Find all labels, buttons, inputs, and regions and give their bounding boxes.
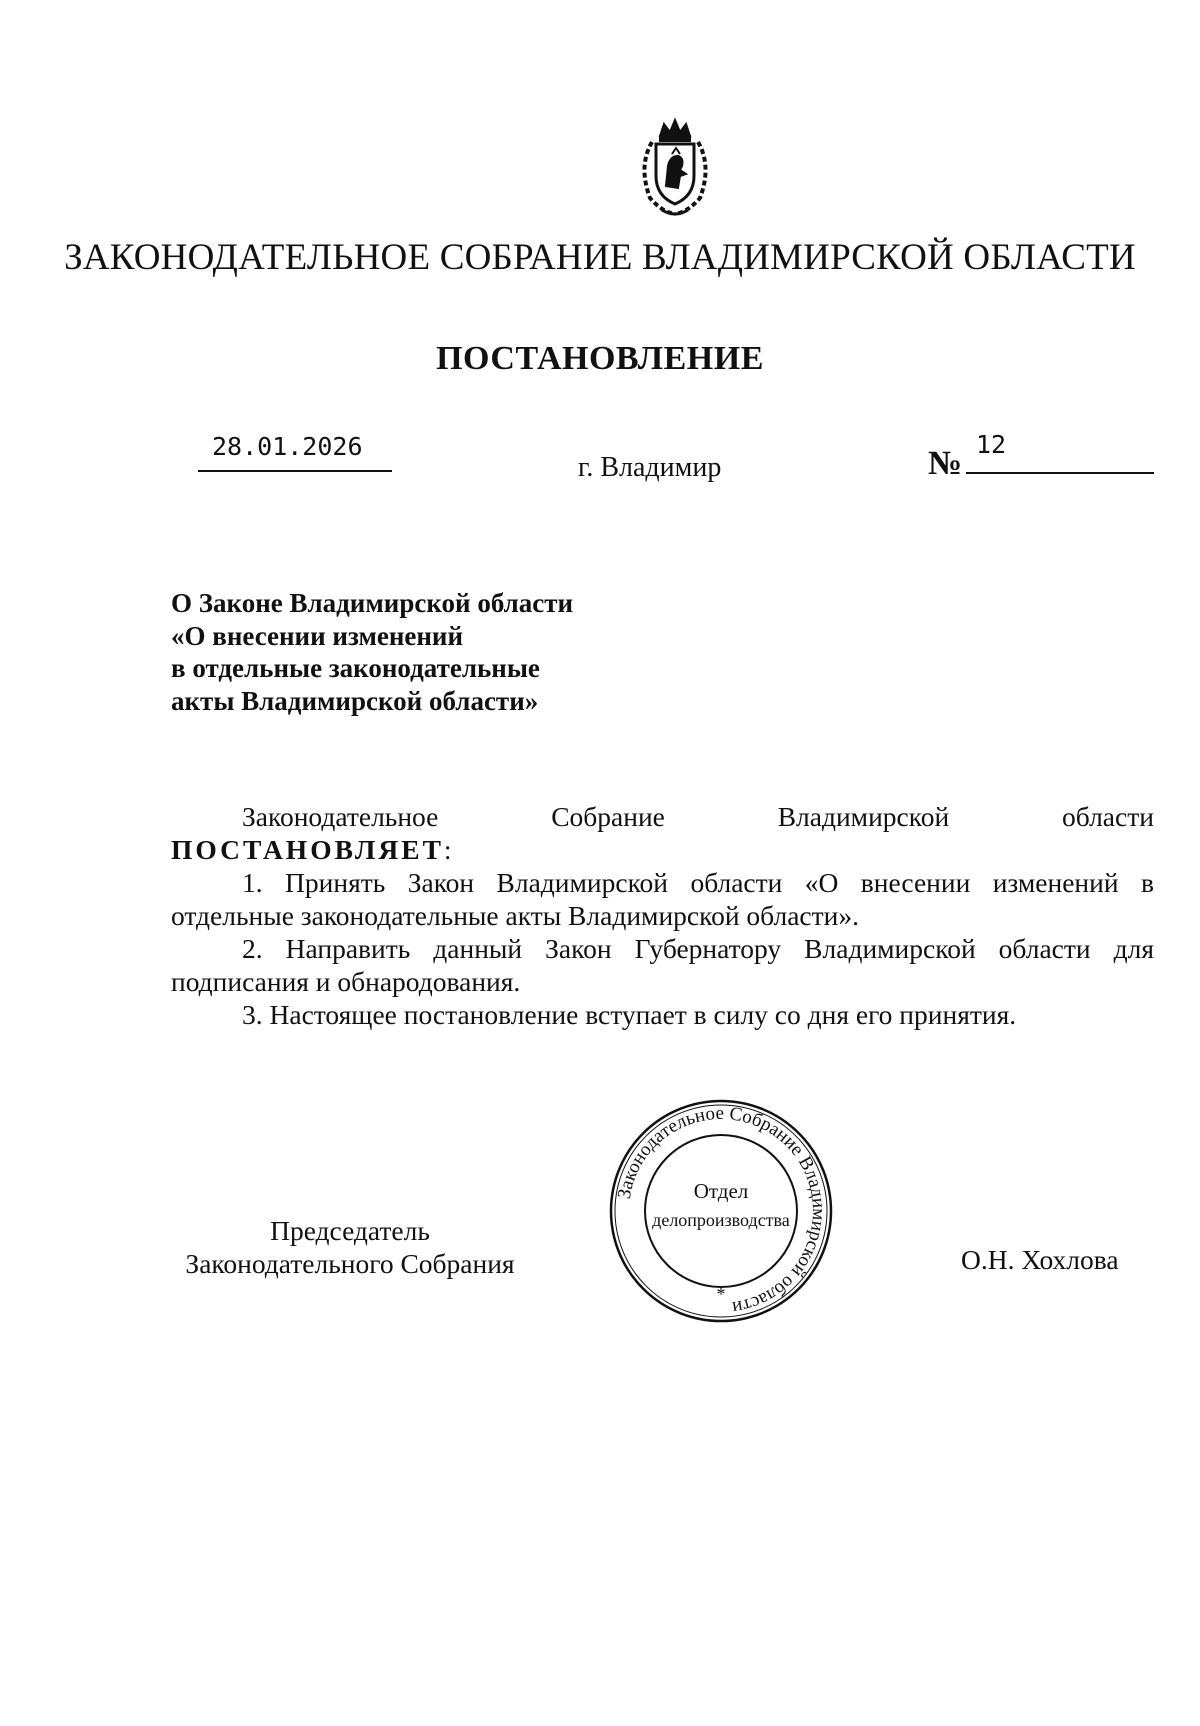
signer-title-line: Председатель <box>270 1215 430 1246</box>
intro-word: Собрание <box>551 801 665 832</box>
official-stamp <box>608 1098 834 1324</box>
stamp-ring-text: Законодательное Собрание Владимирской области <box>613 1102 830 1319</box>
decree-colon: : <box>443 834 452 865</box>
intro-line <box>171 800 1154 833</box>
number-sign: № <box>928 445 963 482</box>
organization-name: ЗАКОНОДАТЕЛЬНОЕ СОБРАНИЕ ВЛАДИМИРСКОЙ ОБЛАСТИ <box>64 237 1136 278</box>
decree-item: 3. Настоящее постановление вступает в силу со дня его принятия. <box>242 999 1017 1030</box>
document-type: ПОСТАНОВЛЕНИЕ <box>436 340 764 377</box>
subject-line: акты Владимирской области» <box>171 685 539 716</box>
intro-word: Владимирской <box>777 801 950 832</box>
document-subject <box>171 587 573 717</box>
stamp-center-line: делопроизводства <box>652 1210 790 1230</box>
coat-of-arms-icon <box>622 114 728 220</box>
decree-line <box>171 833 1154 866</box>
signer-title <box>170 1214 530 1280</box>
decree-item: 2. Направить данный Закон Губернатору Владимирской области для подписания и обнародования. <box>171 933 1154 997</box>
number-underline <box>966 472 1154 474</box>
signer-title-line: Законодательного Собрания <box>185 1248 515 1279</box>
stamp-star: * <box>716 1284 726 1304</box>
subject-line: О Законе Владимирской области <box>171 588 574 618</box>
signer-name: О.Н. Хохлова <box>961 1244 1119 1275</box>
document-date: 28.01.2026 <box>212 432 363 461</box>
document-city: г. Владимир <box>578 452 722 483</box>
date-underline <box>198 470 392 472</box>
decree-word: ПОСТАНОВЛЯЕТ <box>171 834 444 865</box>
document-body <box>171 800 1154 1031</box>
stamp-center-line: Отдел <box>693 1179 749 1203</box>
intro-word: Законодательное <box>242 801 439 832</box>
subject-line: «О внесении изменений <box>171 620 464 651</box>
subject-line: в отдельные законодательные <box>171 653 540 683</box>
intro-word: области <box>1062 801 1154 832</box>
document-number: 12 <box>976 430 1007 459</box>
decree-item: 1. Принять Закон Владимирской области «О внесении изменений в отдельные законодательные акты Владимирской области». <box>171 867 1154 931</box>
